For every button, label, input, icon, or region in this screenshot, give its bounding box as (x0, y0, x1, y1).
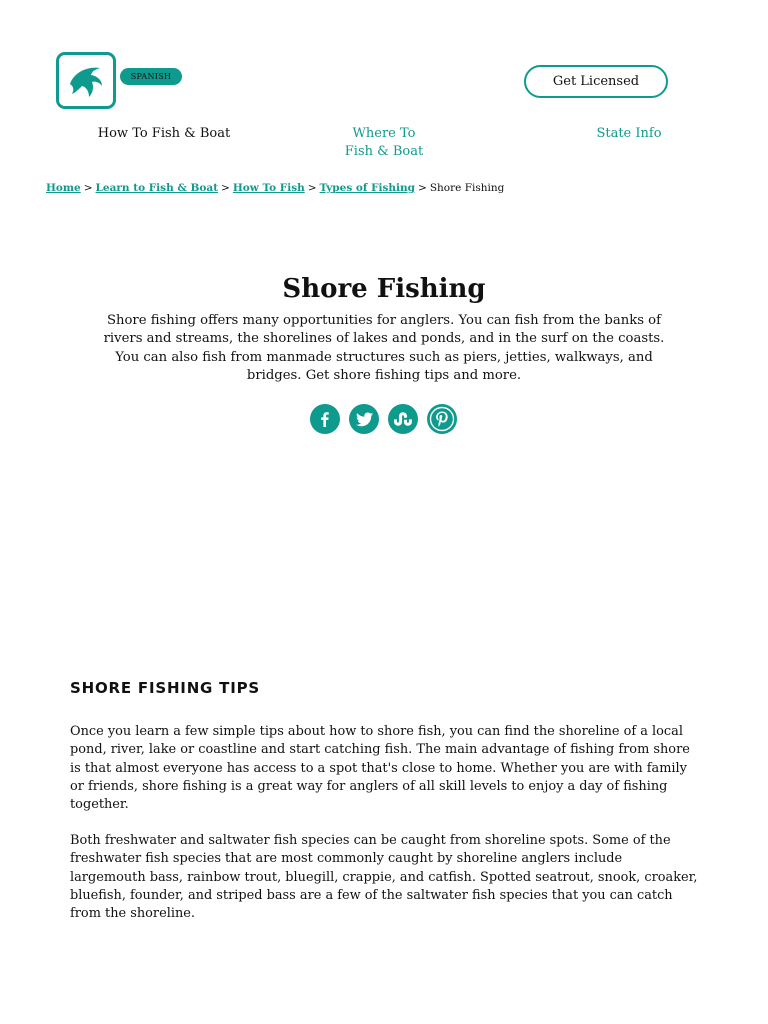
nav-how-to-fish-boat[interactable]: How To Fish & Boat (97, 126, 231, 141)
breadcrumb-types-link[interactable]: Types of Fishing (319, 182, 416, 194)
nav-state-info[interactable]: State Info (596, 126, 662, 141)
site-logo[interactable] (56, 52, 116, 109)
tips-paragraph-1: Once you learn a few simple tips about how to shore fish, you can find the shoreline of a local pond, river, lake or coastline and start catching fish. The main advantage of fishing from shore is that almost everyone has access to a spot that's close to home. Whether you are with family or friends, shore fishing is a great way for anglers of all skill levels to enjoy a day of fishing together. (70, 724, 690, 813)
breadcrumb (46, 182, 504, 194)
breadcrumb-separator: > (221, 182, 230, 194)
twitter-icon (356, 412, 373, 427)
get-licensed-button[interactable]: Get Licensed (524, 65, 668, 98)
breadcrumb-current: Shore Fishing (429, 182, 505, 194)
breadcrumb-separator: > (83, 182, 93, 194)
facebook-share-button[interactable] (310, 404, 340, 434)
breadcrumb-home-link[interactable]: Home (46, 182, 81, 194)
nav-where-to-fish-boat[interactable] (324, 125, 444, 161)
page-title: Shore Fishing (282, 274, 486, 304)
breadcrumb-separator: > (418, 182, 427, 194)
twitter-share-button[interactable] (349, 404, 379, 434)
fish-logo-icon (64, 60, 108, 102)
pinterest-icon (429, 406, 455, 432)
intro-paragraph: Shore fishing offers many opportunities for anglers. You can fish from the banks of rivers and streams, the shorelines of lakes and ponds, and in the surf on the coasts. You can also fish from manmade structures such as piers, jetties, walkways, and bridges. Get shore fishing tips and more. (103, 313, 665, 384)
tips-paragraph-2: Both freshwater and saltwater fish species can be caught from shoreline spots. Some of the freshwater fish species that are most commonly caught by shoreline anglers include largemouth bass, rainbow trout, bluegill, crappie, and catfish. Spotted seatrout, snook, croaker, bluefish, founder, and striped bass are a few of the saltwater fish species that you can catch from the shoreline. (70, 833, 698, 922)
breadcrumb-learn-link[interactable]: Learn to Fish & Boat (95, 182, 219, 194)
facebook-icon (317, 411, 333, 427)
pinterest-share-button[interactable] (427, 404, 457, 434)
nav-where-to-line1: Where To (352, 126, 416, 141)
spanish-language-button[interactable]: SPANISH (120, 68, 182, 85)
section-heading: SHORE FISHING TIPS (70, 679, 260, 697)
breadcrumb-separator: > (307, 182, 317, 194)
social-share (310, 404, 457, 434)
stumbleupon-share-button[interactable] (388, 404, 418, 434)
stumbleupon-icon (394, 412, 412, 426)
breadcrumb-how-to-fish-link[interactable]: How To Fish (232, 182, 305, 194)
nav-where-to-line2: Fish & Boat (344, 144, 424, 159)
